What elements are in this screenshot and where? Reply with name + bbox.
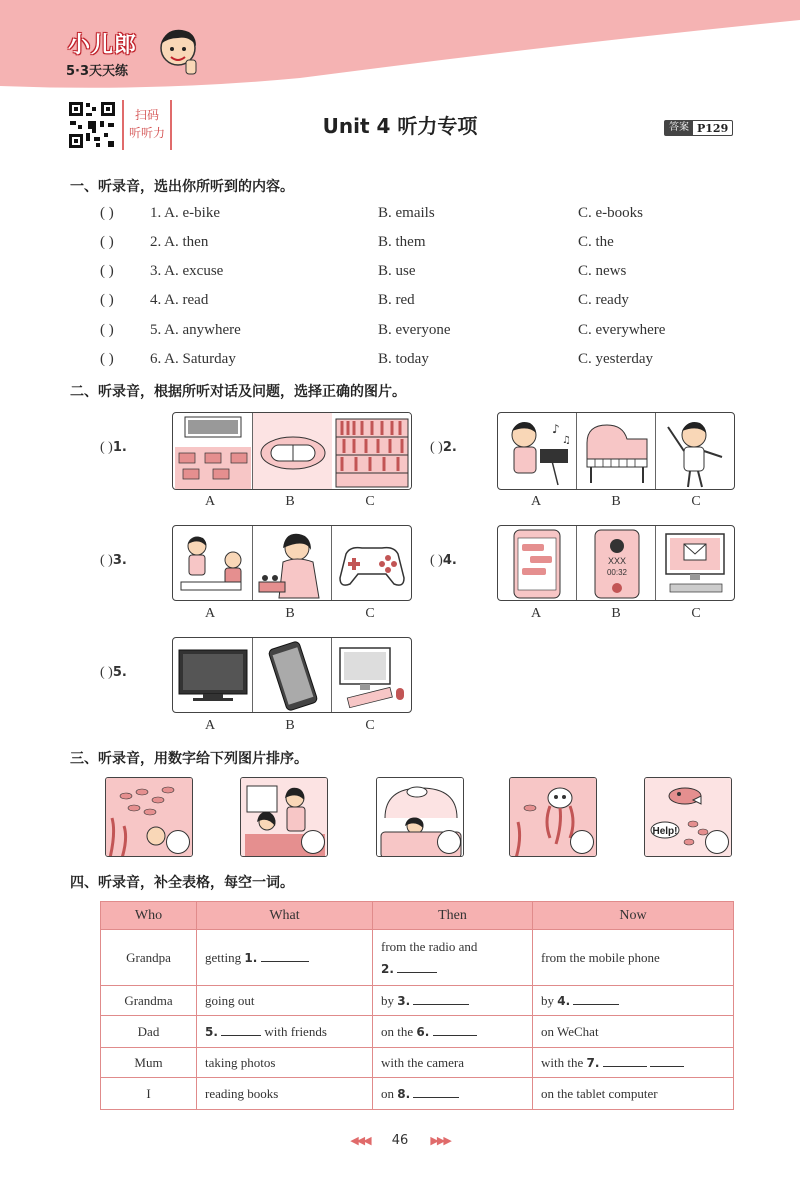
picture-kids-playing[interactable]	[173, 526, 253, 600]
label-c: C	[691, 606, 701, 621]
cell-then	[373, 1016, 533, 1048]
picture-playground[interactable]	[253, 413, 333, 489]
logo-subtitle: 5·3天天练	[66, 64, 129, 79]
s1-question-6	[100, 351, 740, 373]
label-a: A	[530, 494, 542, 509]
s3-picture-help	[644, 777, 732, 857]
s2-q5-pictures	[172, 637, 412, 713]
svg-text:♫: ♫	[562, 435, 571, 446]
cell-then: with the camera	[373, 1048, 533, 1078]
question-number: 3.	[112, 553, 127, 568]
answer-bracket[interactable]: ( )	[100, 351, 114, 367]
col-now: Now	[533, 902, 734, 930]
question-number: 5.	[112, 665, 127, 680]
picture-computer-email[interactable]	[656, 526, 734, 600]
answer-bracket[interactable]: ( )	[100, 205, 114, 221]
s1-question-1	[100, 205, 740, 227]
picture-tv[interactable]	[173, 638, 253, 712]
s3-picture-octopus	[509, 777, 597, 857]
option-a: 6. A. Saturday	[150, 351, 236, 367]
cell-text: getting	[205, 949, 242, 965]
option-c: C. everywhere	[578, 322, 666, 338]
answer-blank[interactable]	[413, 993, 469, 1005]
cell-now	[533, 986, 734, 1016]
label-a: A	[204, 718, 216, 733]
scan-line-2: 听听力	[128, 126, 165, 140]
col-who: Who	[101, 902, 197, 930]
s2-q4-pictures	[497, 525, 735, 601]
option-a: 3. A. excuse	[150, 263, 224, 279]
info-table	[100, 901, 734, 1110]
section4-heading: 四、听录音，补全表格，每空一词。	[70, 875, 294, 891]
option-a: 2. A. then	[150, 234, 209, 250]
picture-piano[interactable]	[577, 413, 656, 489]
table-row	[101, 1016, 734, 1048]
arrow-left-icon: ◀◀◀	[350, 1134, 370, 1147]
cell-then	[373, 1078, 533, 1110]
answer-blank[interactable]	[221, 1024, 261, 1036]
s1-question-2	[100, 234, 740, 256]
option-b: B. today	[378, 351, 429, 367]
cell-text: by	[541, 992, 554, 1008]
blank-number: 2.	[381, 961, 394, 976]
answer-bracket[interactable]: ( )	[430, 553, 443, 568]
cell-text: by	[381, 992, 394, 1008]
label-c: C	[691, 494, 701, 509]
picture-classroom[interactable]	[173, 413, 253, 489]
option-c: C. news	[578, 263, 627, 279]
picture-boy-dancing[interactable]	[656, 413, 734, 489]
answer-blank[interactable]	[603, 1055, 647, 1067]
page-title: Unit 4 听力专项	[322, 114, 478, 138]
brand-logo	[18, 24, 188, 84]
option-b: B. them	[378, 234, 426, 250]
cell-what	[197, 1016, 373, 1048]
table-row	[101, 1078, 734, 1110]
question-number: 1.	[112, 440, 127, 455]
s1-question-5	[100, 322, 740, 344]
s1-question-3	[100, 263, 740, 285]
page-number: 46	[391, 1133, 409, 1148]
s2-q3-pictures	[172, 525, 412, 601]
label-b: B	[611, 494, 621, 509]
label-b: B	[611, 606, 621, 621]
order-number-circle[interactable]	[705, 830, 729, 854]
option-c: C. the	[578, 234, 614, 250]
blank-number: 7.	[586, 1055, 600, 1070]
cell-text: with the	[541, 1054, 584, 1070]
logo-title: 小儿郎	[68, 33, 138, 58]
cell-who: I	[101, 1078, 197, 1110]
answer-bracket[interactable]: ( )	[100, 263, 114, 279]
col-what: What	[197, 902, 373, 930]
label-c: C	[365, 494, 375, 509]
col-then: Then	[373, 902, 533, 930]
label-c: C	[365, 606, 375, 621]
picture-game-controller[interactable]	[332, 526, 411, 600]
cell-now	[533, 1048, 734, 1078]
label-a: A	[204, 494, 216, 509]
s2-question-4	[430, 553, 457, 569]
cell-text: on the	[381, 1023, 414, 1039]
cell-then	[373, 930, 533, 986]
order-number-circle[interactable]	[570, 830, 594, 854]
cell-who: Mum	[101, 1048, 197, 1078]
cell-what: taking photos	[197, 1048, 373, 1078]
label-a: A	[530, 606, 542, 621]
picture-girl-chess[interactable]	[253, 526, 333, 600]
blank-number: 4.	[557, 993, 571, 1008]
order-number-circle[interactable]	[301, 830, 325, 854]
s2-question-3	[100, 553, 127, 569]
label-b: B	[285, 718, 295, 733]
option-b: B. use	[378, 263, 416, 279]
table-row	[101, 986, 734, 1016]
label-c: C	[365, 718, 375, 733]
section3-heading: 三、听录音，用数字给下列图片排序。	[70, 751, 308, 767]
table-row	[101, 1048, 734, 1078]
option-b: B. everyone	[378, 322, 451, 338]
option-a: 1. A. e-bike	[150, 205, 220, 221]
cell-who: Dad	[101, 1016, 197, 1048]
cell-now: on WeChat	[533, 1016, 734, 1048]
answer-bracket[interactable]: ( )	[100, 553, 113, 568]
cell-now: from the mobile phone	[533, 930, 734, 986]
answer-label: 答案	[665, 121, 693, 135]
picture-smartphone[interactable]	[253, 638, 333, 712]
order-number-circle[interactable]	[166, 830, 190, 854]
option-b: B. emails	[378, 205, 435, 221]
blank-number: 3.	[397, 993, 411, 1008]
option-c: C. e-books	[578, 205, 643, 221]
section2-heading: 二、听录音，根据所听对话及问题，选择正确的图片。	[70, 384, 406, 400]
s3-picture-family	[240, 777, 328, 857]
cell-text: with friends	[264, 1023, 327, 1039]
answer-bracket[interactable]: ( )	[100, 440, 113, 455]
s3-picture-sleeping	[376, 777, 464, 857]
caller-name: XXX	[607, 556, 627, 566]
table-header-row	[101, 902, 734, 930]
cell-text: on	[381, 1085, 394, 1101]
table-row	[101, 930, 734, 986]
label-a: A	[204, 606, 216, 621]
question-number: 4.	[442, 553, 457, 568]
answer-reference[interactable]	[664, 120, 733, 136]
picture-desktop-computer[interactable]	[332, 638, 411, 712]
blank-number: 8.	[397, 1086, 411, 1101]
cell-now: on the tablet computer	[533, 1078, 734, 1110]
answer-blank[interactable]	[413, 1086, 459, 1098]
s2-q1-pictures	[172, 412, 412, 490]
scan-line-1: 扫码	[134, 108, 159, 122]
answer-bracket[interactable]: ( )	[100, 665, 113, 680]
answer-bracket[interactable]: ( )	[100, 322, 114, 338]
cell-who: Grandma	[101, 986, 197, 1016]
cell-text: from the radio and	[381, 938, 478, 954]
cell-then	[373, 986, 533, 1016]
s2-question-5	[100, 665, 127, 681]
answer-bracket[interactable]: ( )	[100, 292, 114, 308]
s1-question-4	[100, 292, 740, 314]
label-b: B	[285, 606, 295, 621]
arrow-right-icon: ▶▶▶	[430, 1134, 450, 1147]
mascot-icon	[156, 26, 202, 78]
cell-what: going out	[197, 986, 373, 1016]
svg-text:♪: ♪	[552, 422, 560, 436]
page-footer	[0, 1133, 800, 1148]
answer-blank[interactable]	[261, 950, 309, 962]
option-b: B. red	[378, 292, 415, 308]
picture-boy-singing[interactable]	[498, 413, 577, 489]
option-a: 5. A. anywhere	[150, 322, 241, 338]
call-time: 00:32	[606, 568, 628, 577]
order-number-circle[interactable]	[437, 830, 461, 854]
blank-number: 5.	[205, 1024, 218, 1039]
blank-number: 6.	[416, 1024, 430, 1039]
cell-what: reading books	[197, 1078, 373, 1110]
blank-number: 1.	[244, 950, 258, 965]
help-speech-text: Help!	[652, 826, 678, 837]
answer-blank[interactable]	[573, 993, 619, 1005]
answer-page: P129	[697, 121, 729, 135]
s2-question-1	[100, 440, 127, 456]
question-number: 2.	[442, 440, 457, 455]
option-a: 4. A. read	[150, 292, 209, 308]
cell-who: Grandpa	[101, 930, 197, 986]
label-b: B	[285, 494, 295, 509]
picture-library[interactable]	[332, 413, 411, 489]
s2-q2-pictures	[497, 412, 735, 490]
picture-phone-chat[interactable]	[498, 526, 577, 600]
cell-what	[197, 930, 373, 986]
answer-blank[interactable]	[650, 1055, 684, 1067]
option-c: C. yesterday	[578, 351, 653, 367]
option-c: C. ready	[578, 292, 629, 308]
s3-picture-fish	[105, 777, 193, 857]
answer-bracket[interactable]: ( )	[100, 234, 114, 250]
s2-question-2	[430, 440, 457, 456]
picture-phone-call[interactable]	[577, 526, 656, 600]
answer-blank[interactable]	[433, 1024, 477, 1036]
answer-blank[interactable]	[397, 961, 437, 973]
answer-bracket[interactable]: ( )	[430, 440, 443, 455]
section1-heading: 一、听录音，选出你所听到的内容。	[70, 179, 294, 195]
